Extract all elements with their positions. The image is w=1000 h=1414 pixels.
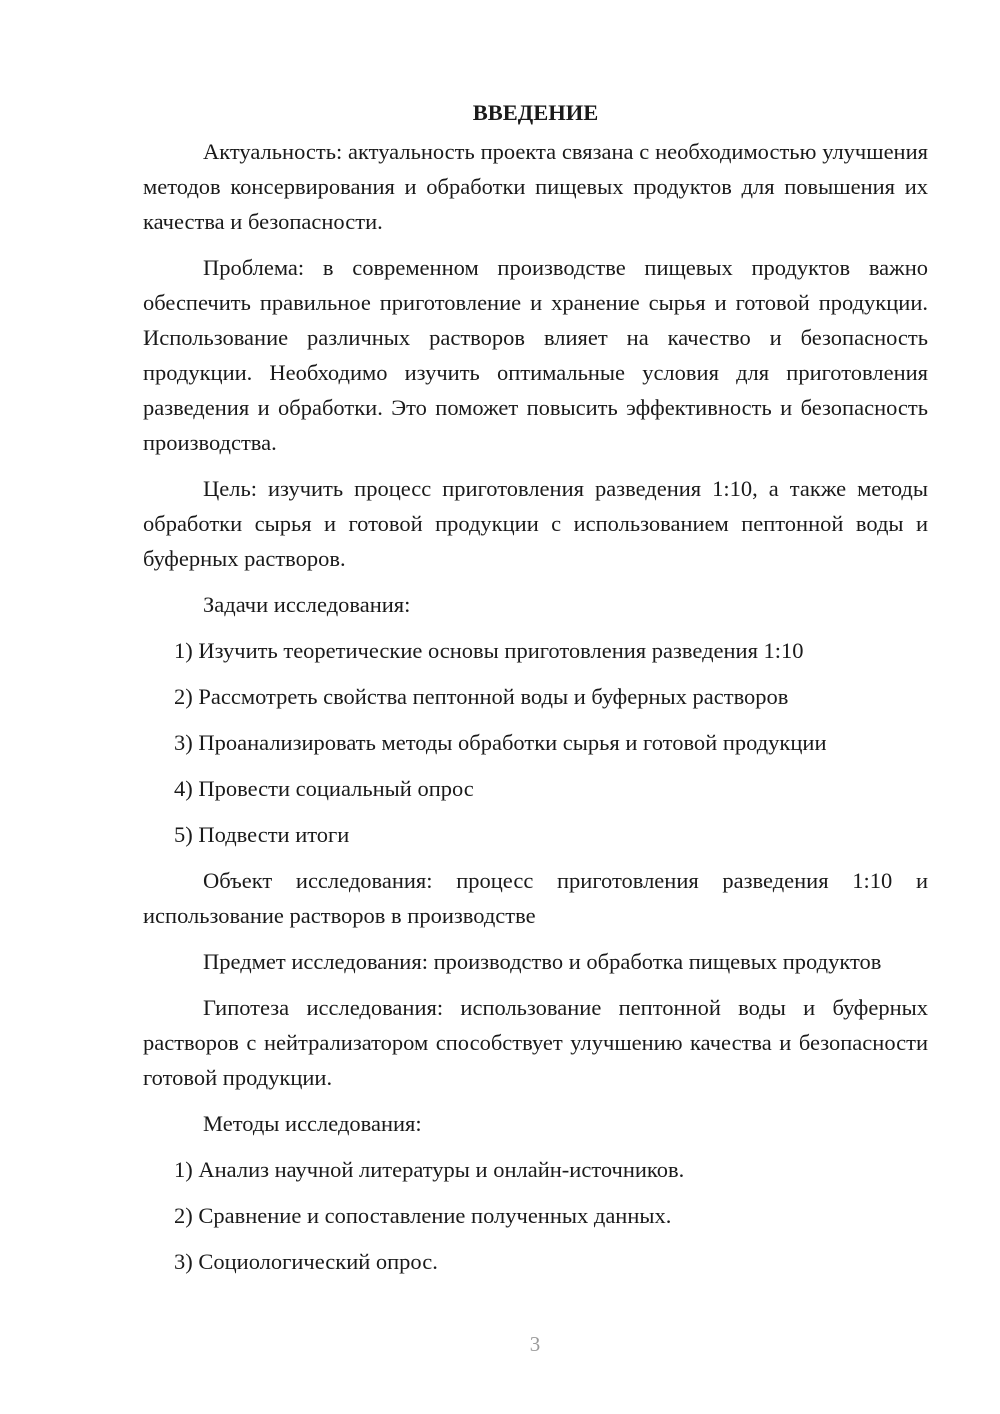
list-item: 2) Рассмотреть свойства пептонной воды и буферных растворов <box>174 684 789 709</box>
subject-paragraph: Предмет исследования: производство и обработка пищевых продуктов <box>203 949 882 974</box>
methods-list <box>143 1152 928 1279</box>
list-item: 3) Социологический опрос. <box>174 1249 438 1274</box>
list-item: 4) Провести социальный опрос <box>174 776 474 801</box>
tasks-list <box>143 633 928 852</box>
goal-paragraph: Цель: изучить процесс приготовления разведения 1:10, а также методы обработки сырья и готовой продукции с использованием пептонной воды и буферных растворов. <box>143 476 928 571</box>
list-item: 2) Сравнение и сопоставление полученных данных. <box>174 1203 672 1228</box>
list-item: 3) Проанализировать методы обработки сырья и готовой продукции <box>174 730 827 755</box>
relevance-paragraph: Актуальность: актуальность проекта связана с необходимостью улучшения методов консервирования и обработки пищевых продуктов для повышения их качества и безопасности. <box>143 139 928 234</box>
page-number: 3 <box>529 1332 541 1356</box>
document-page <box>143 92 928 1290</box>
object-paragraph: Объект исследования: процесс приготовления разведения 1:10 и использование растворов в производстве <box>143 868 928 928</box>
page-title: ВВЕДЕНИЕ <box>472 100 599 125</box>
methods-heading: Методы исследования: <box>203 1111 422 1136</box>
list-item: 5) Подвести итоги <box>174 822 350 847</box>
tasks-heading: Задачи исследования: <box>203 592 411 617</box>
list-item: 1) Изучить теоретические основы приготовления разведения 1:10 <box>174 638 804 663</box>
hypothesis-paragraph: Гипотеза исследования: использование пептонной воды и буферных растворов с нейтрализатором способствует улучшению качества и безопасности готовой продукции. <box>143 995 928 1090</box>
list-item: 1) Анализ научной литературы и онлайн-источников. <box>174 1157 685 1182</box>
problem-paragraph: Проблема: в современном производстве пищевых продуктов важно обеспечить правильное приготовление и хранение сырья и готовой продукции. Использование различных растворов влияет на качество и безопасность продукции. Необходимо изучить оптимальные условия для приготовления разведения и обработки. Это поможет повысить эффективность и безопасность производства. <box>143 255 928 455</box>
